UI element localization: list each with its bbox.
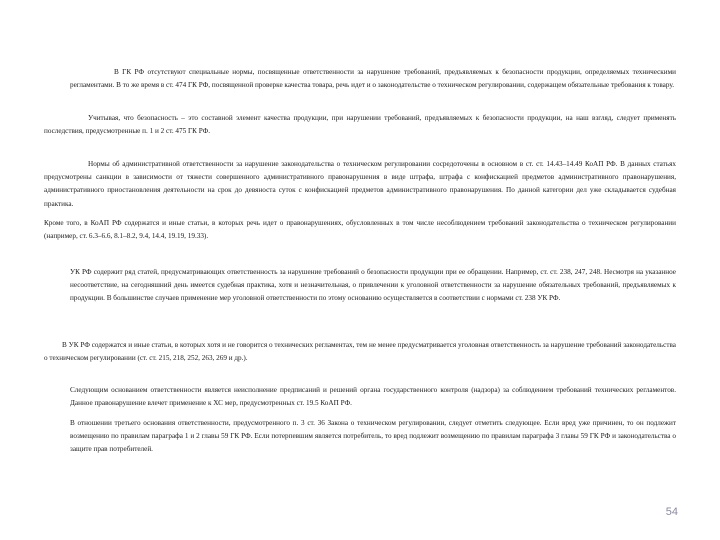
paragraph-4: Кроме того, в КоАП РФ содержатся и иные статьи, в которых речь идет о правонарушениях, обусловленных в том числе несоблюдением требований законодательства о техническом регулировании (например, ст. 6.3–6.6, 8.1–8.2, 9.4, 14.4, 19.19, 19.33). [44, 219, 676, 241]
paragraph-1: В ГК РФ отсутствуют специальные нормы, посвященные ответственности за нарушение требований, предъявляемых к безопасности продукции, определяемых техническими регламентами. В то же время в ст. 474 ГК РФ, посвященной проверке качества товара, речь идет и о законодательстве о техническом регулировании, содержащем обязательные требования к товару. [70, 68, 676, 90]
paragraph-3: Нормы об административной ответственности за нарушение законодательства о техническом регулировании сосредоточены в основном в ст. ст. 14.43–14.49 КоАП РФ. В данных статьях предусмотрены санкции в зависимости от тяжести совершенного административного правонарушения в виде штрафа, штрафа с конфискацией предметов административного правонарушения, административного приостановления деятельности на срок до девяноста суток с конфискацией предметов административного правонарушения. По данной категории дел уже складывается судебная практика. [44, 160, 676, 208]
paragraph-7: Следующим основанием ответственности является неисполнение предписаний и решений органа государственного контроля (надзора) за соблюдением требований технических регламентов. Данное правонарушение влечет применение к ХС мер, предусмотренных ст. 19.5 КоАП РФ. [70, 386, 676, 408]
page-number: 54 [665, 506, 678, 518]
paragraph-2: Учитывая, что безопасность – это составной элемент качества продукции, при нарушении требований, предъявляемых к безопасности продукции, на наш взгляд, следует применять последствия, предусмотренные п. 1 и 2 ст. 475 ГК РФ. [44, 114, 676, 136]
paragraph-8: В отношении третьего основания ответственности, предусмотренного п. 3 ст. 36 Закона о техническом регулировании, следует отметить следующее. Если вред уже причинен, то он подлежит возмещению по правилам параграфа 1 и 2 главы 59 ГК РФ. Если потерпевшим является потребитель, то вред подлежит возмещению по правилам параграфа 3 главы 59 ГК РФ и законодательства о защите прав потребителей. [70, 419, 676, 454]
paragraph-5: УК РФ содержит ряд статей, предусматривающих ответственность за нарушение требований о безопасности продукции при ее обращении. Например, ст. ст. 238, 247, 248. Несмотря на указанное несоответствие, на сегодняшний день имеется судебная практика, хотя и незначительная, о привлечении к уголовной ответственности за нарушение обязательных требований, предъявляемых к продукции. В большинстве случаев применение мер уголовной ответственности по этому основанию осуществляется в соответствии с нормами ст. 238 УК РФ. [70, 268, 676, 303]
paragraph-6: В УК РФ содержатся и иные статьи, в которых хотя и не говорится о технических регламентах, тем не менее предусматривается уголовная ответственность за нарушение требований законодательства о техническом регулировании (ст. ст. 215, 218, 252, 263, 269 и др.). [44, 341, 676, 363]
